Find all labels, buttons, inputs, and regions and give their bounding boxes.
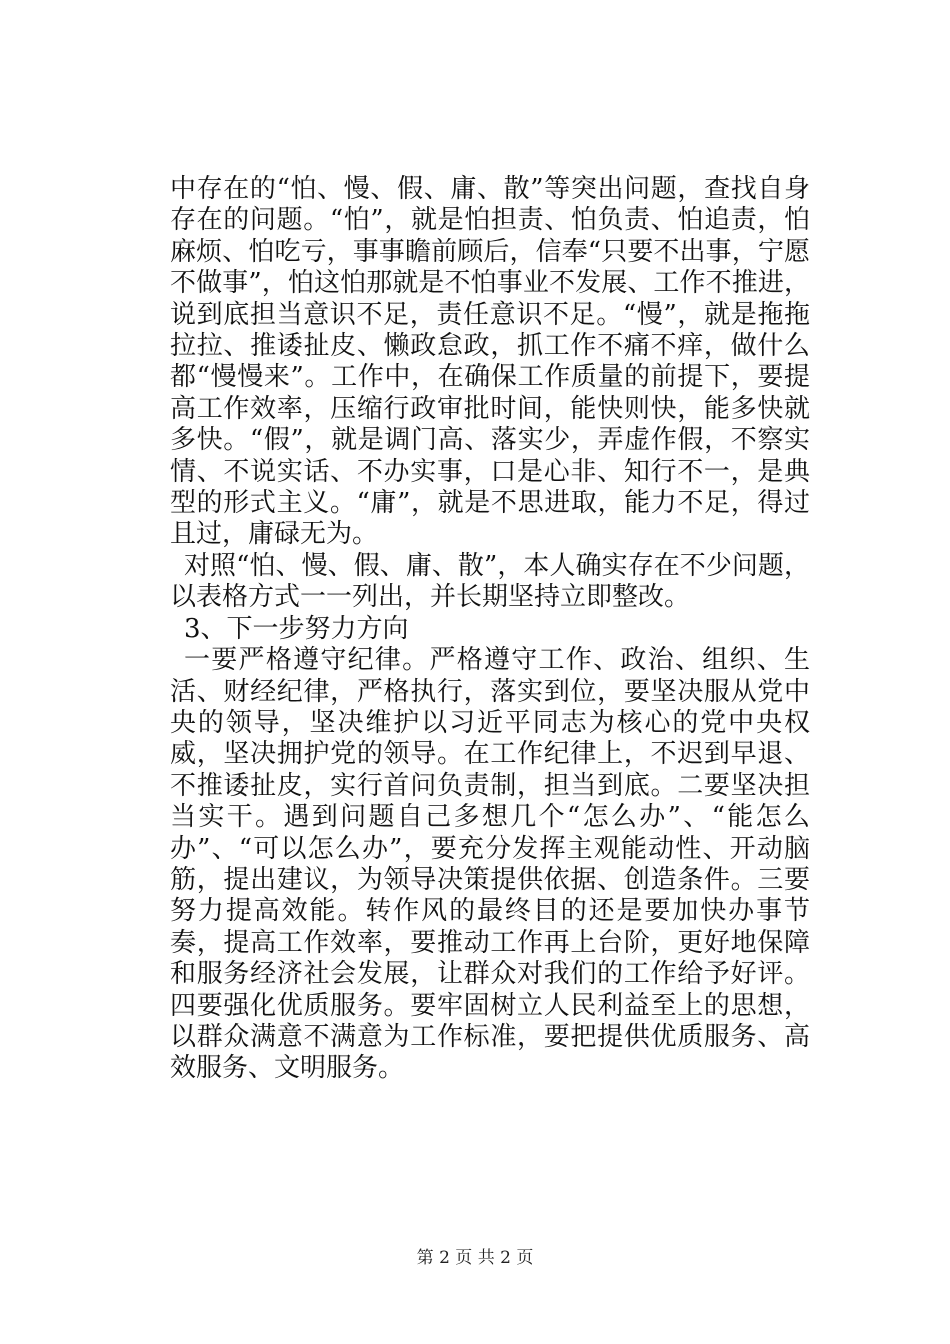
page-footer: 第 2 页 共 2 页 [416, 1248, 534, 1268]
paragraph-problems: 中存在的“怕、慢、假、庸、散”等突出问题，查找自身存在的问题。“怕”，就是怕担责、怕负责、怕追责，怕麻烦、怕吃亏，事事瞻前顾后，信奉“只要不出事，宁愿不做事”，怕这怕那就是不怕事业不发展、工作不推进，说到底担当意识不足，责任意识不足。“慢”，就是拖拖拉拉、推诿扯皮、懒政怠政，抓工作不痛不痒，做什么都“慢慢来”。工作中，在确保工作质量的前提下，要提高工作效率，压缩行政审批时间，能快则快，能多快就多快。“假”，就是调门高、落实少，弄虚作假，不察实情、不说实话、不办实事，口是心非、知行不一，是典型的形式主义。“庸”，就是不思进取，能力不足，得过且过，庸碌无为。 [170, 174, 810, 550]
paragraph-self-check: 对照“怕、慢、假、庸、散”，本人确实存在不少问题，以表格方式一一列出，并长期坚持立即整改。 [170, 550, 810, 613]
section-heading-next-steps: 3、下一步努力方向 [184, 613, 409, 644]
paragraph-measures: 一要严格遵守纪律。严格遵守工作、政治、组织、生活、财经纪律，严格执行，落实到位，要坚决服从党中央的领导，坚决维护以习近平同志为核心的党中央权威，坚决拥护党的领导。在工作纪律上，不迟到早退、不推诿扯皮，实行首问负责制，担当到底。二要坚决担当实干。遇到问题自己多想几个“怎么办”、“能怎么办”、“可以怎么办”，要充分发挥主观能动性、开动脑筋，提出建议，为领导决策提供依据、创造条件。三要努力提高效能。转作风的最终目的还是要加快办事节奏，提高工作效率，要推动工作再上台阶，更好地保障和服务经济社会发展，让群众对我们的工作给予好评。四要强化优质服务。要牢固树立人民利益至上的思想，以群众满意不满意为工作标准，要把提供优质服务、高效服务、文明服务。 [170, 645, 810, 1084]
document-body [170, 174, 810, 1085]
